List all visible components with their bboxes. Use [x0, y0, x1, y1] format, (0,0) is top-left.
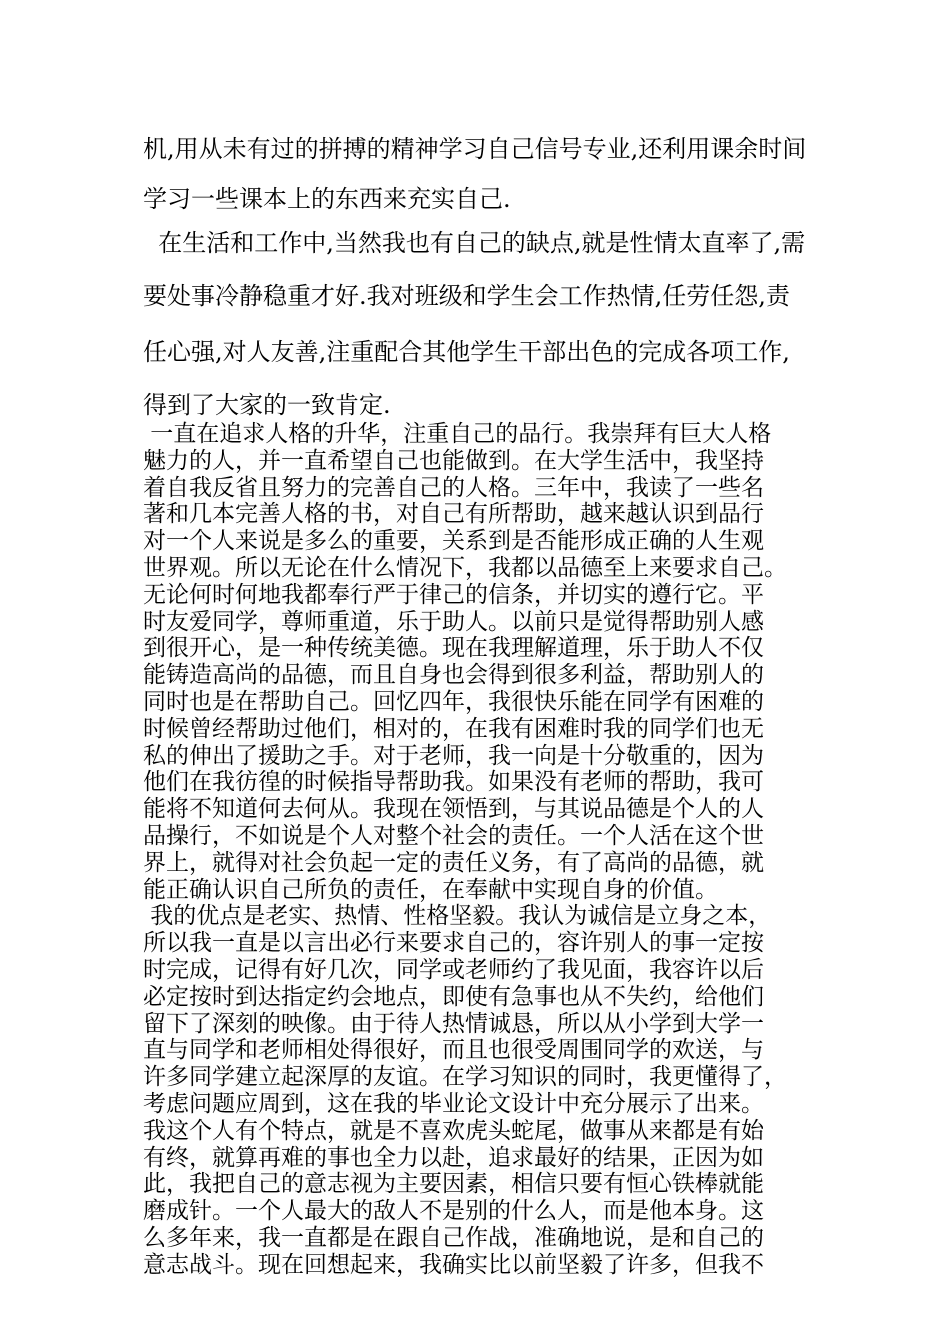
- text-line: 一直在追求人格的升华，注重自己的品行。我崇拜有巨大人格: [143, 421, 772, 447]
- text-line: 所以我一直是以言出必行来要求自己的，容许别人的事一定按: [143, 930, 764, 957]
- text-line: 无论何时何地我都奉行严于律己的信条，并切实的遵行它。平: [143, 581, 764, 608]
- text-line: 机,用从未有过的拼搏的精神学习自己信号专业,还利用课余时间: [143, 135, 807, 163]
- text-line: 任心强,对人友善,注重配合其他学生干部出色的完成各项工作,: [143, 338, 790, 366]
- text-line: 品操行，不如说是个人对整个社会的责任。一个人活在这个世: [143, 822, 764, 849]
- text-line: 时友爱同学，尊师重道，乐于助人。以前只是觉得帮助别人感: [143, 608, 764, 635]
- text-line: 么多年来，我一直都是在跟自己作战，准确地说，是和自己的: [143, 1224, 764, 1251]
- text-line: 考虑问题应周到，这在我的毕业论文设计中充分展示了出来。: [143, 1090, 764, 1117]
- text-line: 我这个人有个特点，就是不喜欢虎头蛇尾，做事从来都是有始: [143, 1117, 764, 1144]
- text-line: 学习一些课本上的东西来充实自己.: [143, 185, 511, 213]
- text-line: 此，我把自己的意志视为主要因素，相信只要有恒心铁棒就能: [143, 1171, 764, 1198]
- text-line: 我的优点是老实、热情、性格坚毅。我认为诚信是立身之本，: [143, 903, 772, 930]
- text-line: 意志战斗。现在回想起来，我确实比以前坚毅了许多，但我不: [143, 1251, 764, 1278]
- text-line: 留下了深刻的映像。由于待人热情诚恳，所以从小学到大学一: [143, 1010, 764, 1037]
- paragraph-shortcomings: [143, 218, 823, 430]
- text-line: 时完成，记得有好几次，同学或老师约了我见面，我容许以后: [143, 956, 764, 983]
- text-line: 得到了大家的一致肯定.: [143, 391, 391, 419]
- text-line: 同时也是在帮助自己。回忆四年，我很快乐能在同学有困难的: [143, 688, 764, 715]
- text-line: 有终，就算再难的事也全力以赴，追求最好的结果，正因为如: [143, 1144, 764, 1171]
- text-line: 能铸造高尚的品德，而且自身也会得到很多利益，帮助别人的: [143, 662, 764, 689]
- text-line: 能将不知道何去何从。我现在领悟到，与其说品德是个人的人: [143, 796, 764, 823]
- text-line: 界上，就得对社会负起一定的责任义务，有了高尚的品德，就: [143, 849, 764, 876]
- paragraph-character: [143, 421, 823, 1279]
- text-line: 磨成针。一个人最大的敌人不是别的什么人，而是他本身。这: [143, 1198, 764, 1225]
- text-line: 私的伸出了援助之手。对于老师，我一向是十分敬重的，因为: [143, 742, 764, 769]
- text-line: 世界观。所以无论在什么情况下，我都以品德至上来要求自己。: [143, 554, 787, 581]
- text-line: 要处事冷静稳重才好.我对班级和学生会工作热情,任劳任怨,责: [143, 282, 790, 310]
- paragraph-study: [143, 124, 823, 224]
- text-line: 能正确认识自己所负的责任，在奉献中实现自身的价值。: [143, 876, 718, 903]
- text-line: 在生活和工作中,当然我也有自己的缺点,就是性情太直率了,需: [143, 229, 806, 257]
- text-line: 到很开心，是一种传统美德。现在我理解道理，乐于助人不仅: [143, 635, 764, 662]
- text-line: 魅力的人，并一直希望自己也能做到。在大学生活中，我坚持: [143, 447, 764, 474]
- text-line: 许多同学建立起深厚的友谊。在学习知识的同时，我更懂得了，: [143, 1064, 787, 1091]
- text-line: 对一个人来说是多么的重要，关系到是否能形成正确的人生观: [143, 528, 764, 555]
- text-line: 时候曾经帮助过他们，相对的，在我有困难时我的同学们也无: [143, 715, 764, 742]
- text-line: 必定按时到达指定约会地点，即使有急事也从不失约，给他们: [143, 983, 764, 1010]
- text-line: 直与同学和老师相处得很好，而且也很受周围同学的欢送，与: [143, 1037, 764, 1064]
- text-line: 着自我反省且努力的完善自己的人格。三年中，我读了一些名: [143, 474, 764, 501]
- text-line: 著和几本完善人格的书，对自己有所帮助，越来越认识到品行: [143, 501, 764, 528]
- text-line: 他们在我彷徨的时候指导帮助我。如果没有老师的帮助，我可: [143, 769, 764, 796]
